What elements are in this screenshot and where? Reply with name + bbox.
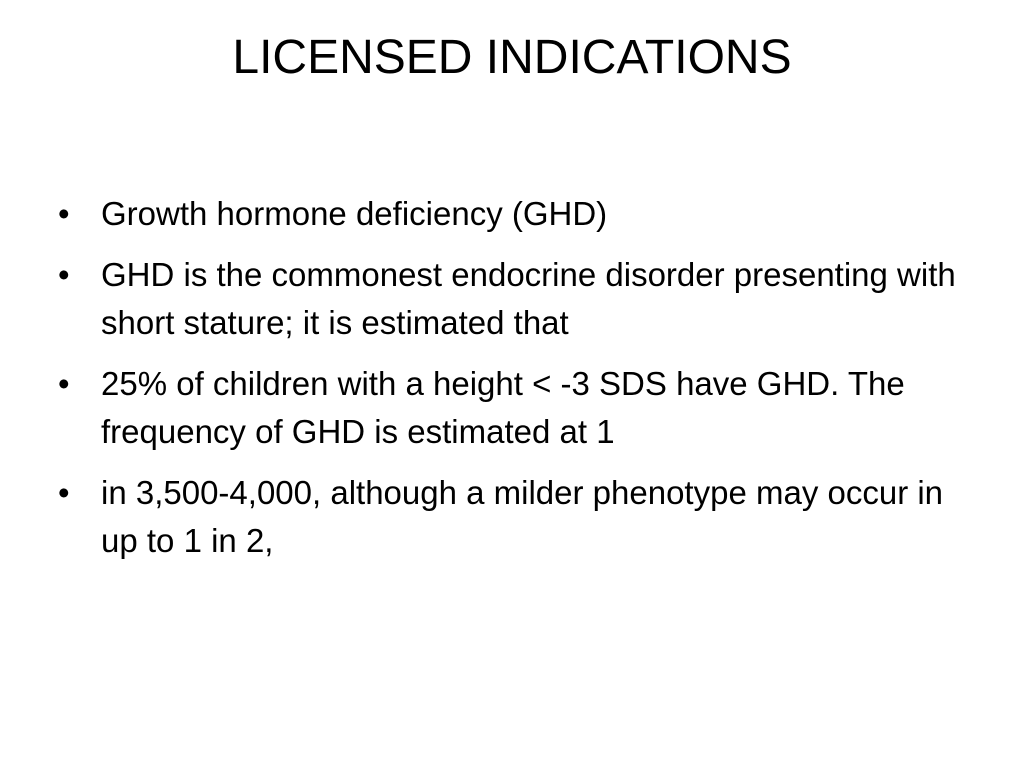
- bullet-text: Growth hormone deficiency (GHD): [101, 195, 608, 232]
- bullet-item: [58, 360, 958, 456]
- bullet-icon: •: [58, 365, 70, 402]
- bullet-list: [58, 190, 958, 578]
- bullet-item: [58, 469, 958, 565]
- slide-title: LICENSED INDICATIONS: [232, 31, 792, 84]
- bullet-icon: •: [58, 256, 70, 293]
- bullet-icon: •: [58, 195, 70, 232]
- bullet-item: [58, 251, 958, 347]
- bullet-text: GHD is the commonest endocrine disorder presenting with short stature; it is estimated that: [101, 256, 956, 341]
- bullet-item: [58, 190, 958, 238]
- bullet-text: in 3,500-4,000, although a milder phenotype may occur in up to 1 in 2,: [101, 474, 944, 559]
- bullet-icon: •: [58, 474, 70, 511]
- bullet-text: 25% of children with a height < -3 SDS have GHD. The frequency of GHD is estimated at 1: [101, 365, 905, 450]
